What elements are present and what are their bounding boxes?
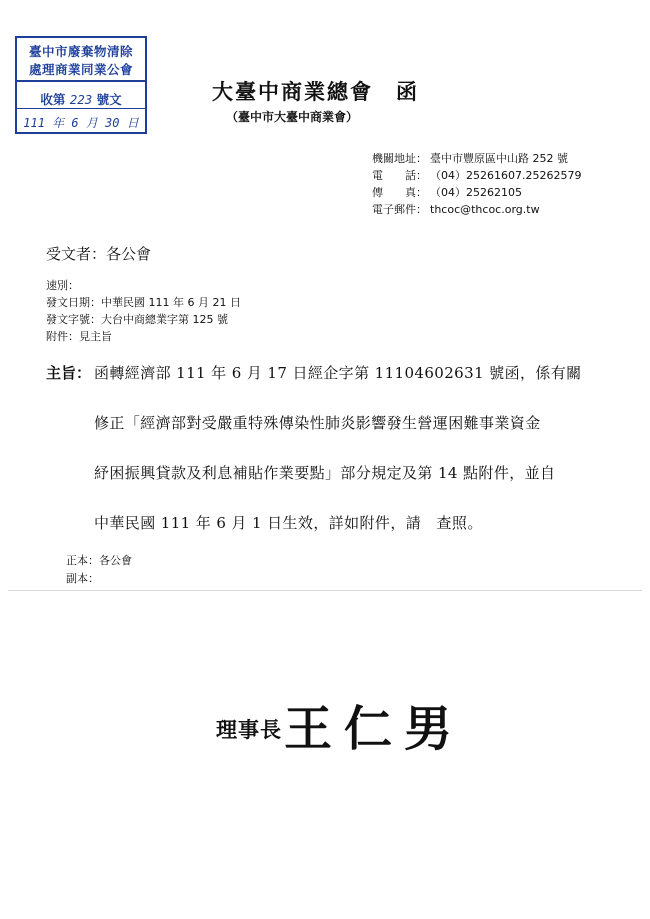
stamp-received-suffix: 號文 (96, 92, 122, 107)
subject-line-3: 紓困振興貸款及利息補貼作業要點」部分規定及第 14 點附件，並自 (94, 464, 556, 482)
stamp-received-number (17, 90, 145, 108)
stamp-date: 111 年 6 月 30 日 (23, 116, 139, 130)
subject-line-2: 修正「經濟部對受嚴重特殊傳染性肺炎影響發生營運困難事業資金 (94, 414, 541, 432)
contact-block (372, 150, 581, 218)
signature-title: 理事長 (216, 717, 282, 742)
meta-document-number: 發文字號：大台中商總業字第 125 號 (46, 313, 228, 326)
subject-label: 主旨： (46, 364, 92, 382)
cc-copy: 副本： (66, 572, 99, 585)
stamp-divider (17, 108, 145, 109)
stamp-line-2: 處理商業同業公會 (17, 60, 145, 82)
contact-fax: 傳 真： （04）25262105 (372, 186, 522, 199)
recipient: 受文者：各公會 (46, 245, 152, 263)
document-title: 大臺中商業總會 函 (212, 79, 419, 104)
contact-phone: 電 話： （04）25261607.25262579 (372, 169, 582, 182)
subject-line-4: 中華民國 111 年 6 月 1 日生效，詳如附件，請 查照。 (94, 514, 483, 532)
received-stamp (15, 36, 147, 134)
contact-email: 電子郵件： thcoc@thcoc.org.tw (372, 203, 540, 216)
cc-main: 正本：各公會 (66, 554, 132, 567)
meta-attachment: 附件：見主旨 (46, 330, 112, 343)
signature-name: 王仁男 (284, 701, 465, 757)
page-separator (8, 590, 642, 591)
subject-line-1: 函轉經濟部 111 年 6 月 17 日經企字第 11104602631 號函，係有關 (94, 364, 582, 382)
stamp-number: 223 (69, 92, 93, 107)
stamp-line-1: 臺中市廢棄物清除 (28, 44, 133, 59)
document-subtitle: （臺中市大臺中商業會） (226, 110, 359, 124)
meta-speed: 速別： (46, 279, 79, 292)
meta-issue-date: 發文日期：中華民國 111 年 6 月 21 日 (46, 296, 241, 309)
contact-address: 機關地址： 臺中市豐原區中山路 252 號 (372, 152, 568, 165)
stamp-received-prefix: 收第 (40, 92, 66, 107)
